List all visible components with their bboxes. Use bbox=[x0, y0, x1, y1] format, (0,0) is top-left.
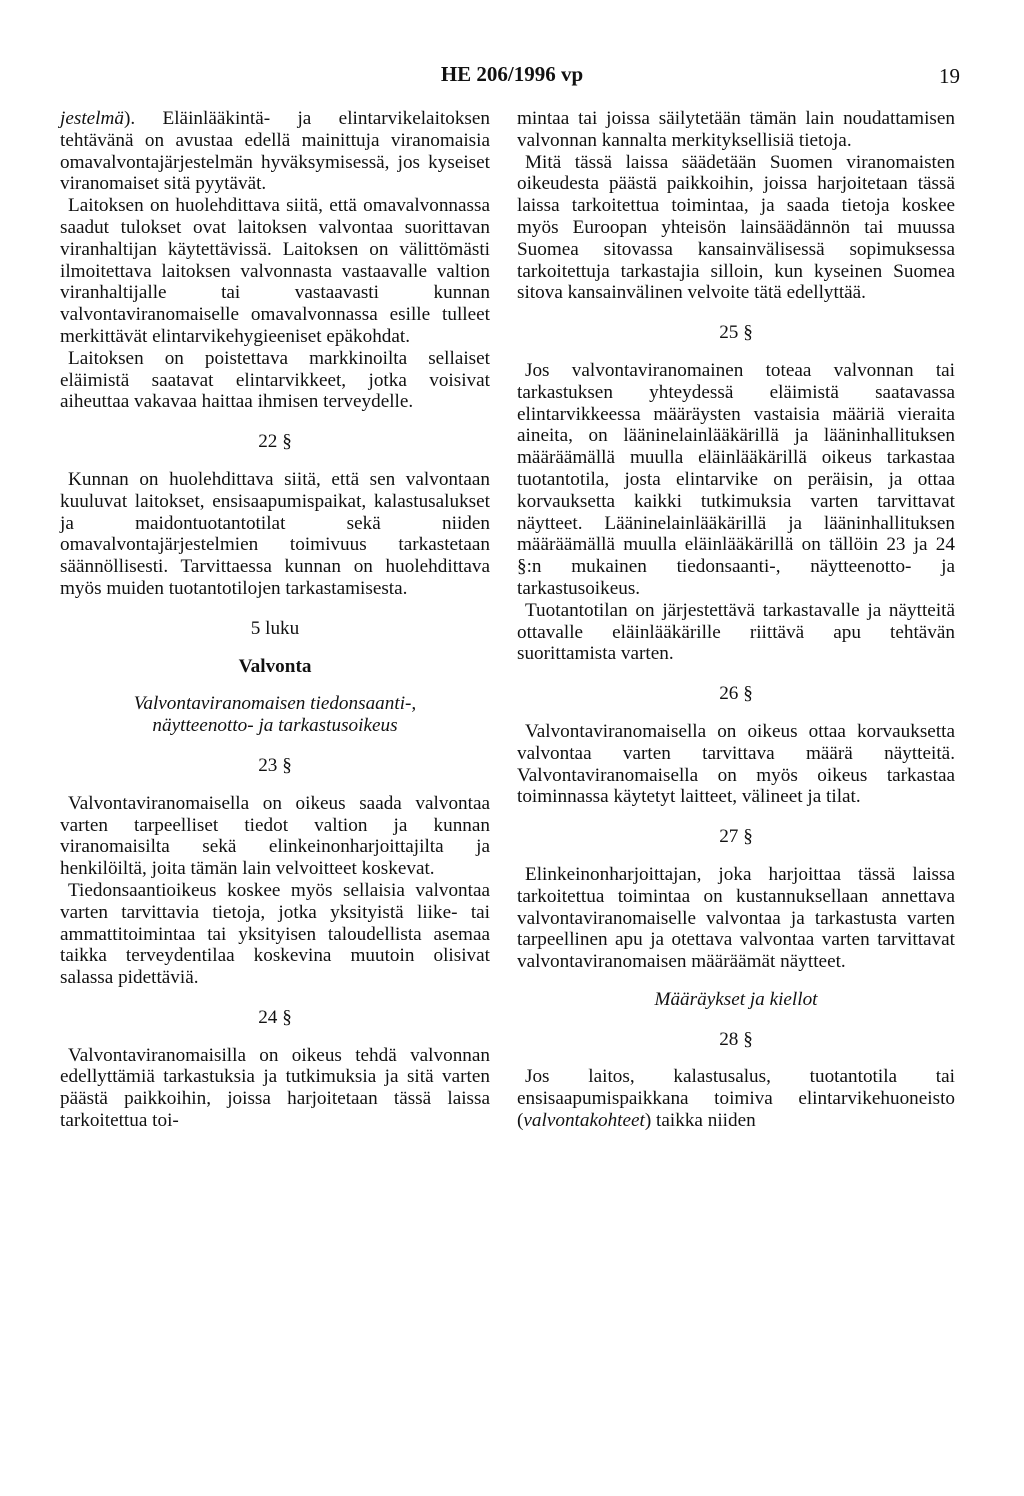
paragraph: Jos valvontaviranomainen toteaa valvonnan tai tarkastuksen yhteydessä eläimistä saatavassa elintarvikkeessa määräysten vastaisia määriä vieraita aineita, on lääninelainlääkärillä ja lääninhallituksen määräämällä muulla eläinlääkärillä oikeus tarkastaa tuotantotila, josta elintarvike on peräisin, ja ottaa korvauksetta kaikki tutkimuksia varten tarvittavat näytteet. Lääninelainlääkärillä ja lääninhallituksen määräämällä muulla eläinlääkärillä on tällöin 23 ja 24 §:n mukainen tiedonsaanti-, näytteenotto- ja tarkastusoikeus. bbox=[517, 359, 955, 599]
paragraph: mintaa tai joissa säilytetään tämän lain noudattamisen valvonnan kannalta merkityksellisiä tietoja. bbox=[517, 108, 955, 151]
paragraph: Tuotantotilan on järjestettävä tarkastavalle ja näytteitä ottavalle eläinlääkärille riittävä apu tehtävän suorittamista varten. bbox=[517, 599, 955, 665]
paragraph: Valvontaviranomaisilla on oikeus tehdä valvonnan edellyttämiä tarkastuksia ja tutkimuksia ja sitä varten päästä paikkoihin, joissa harjoitetaan tässä laissa tarkoitettua toi- bbox=[60, 1044, 490, 1132]
paragraph bbox=[517, 1066, 955, 1131]
paragraph: Valvontaviranomaisella on oikeus ottaa korvauksetta valvontaa varten tarvittava määrä näytteitä. Valvontaviranomaisella on myös oikeus tarkastaa toiminnassa käytetyt laitteet, välineet ja tilat. bbox=[517, 720, 955, 808]
section-number: 22 § bbox=[258, 431, 292, 453]
paragraph: Laitoksen on poistettava markkinoilta sellaiset eläimistä saatavat elintarvikkeet, jotka voisivat aiheuttaa vakavaa haittaa ihmisen terveydelle. bbox=[60, 347, 490, 413]
chapter-number: 5 luku bbox=[250, 617, 300, 639]
section-number: 23 § bbox=[258, 754, 292, 776]
paragraph: Kunnan on huolehdittava siitä, että sen valvontaan kuuluvat laitokset, ensisaapumispaikat, kalastusalukset ja maidontuotantotilat sekä niiden omavalvontajärjestelmien toimivuus tarkastetaan säännöllisesti. Tarvittaessa kunnan on huolehdittava myös muiden tuotantotilojen tarkastamisesta. bbox=[60, 468, 490, 599]
section-number: 27 § bbox=[719, 826, 753, 848]
section-number: 24 § bbox=[258, 1006, 292, 1028]
left-column bbox=[60, 108, 490, 1132]
italic-term: jestelmä bbox=[60, 108, 124, 129]
paragraph: Mitä tässä laissa säädetään Suomen viranomaisten oikeudesta päästä paikkoihin, joissa harjoitetaan tässä laissa tarkoitettua toimintaa, ja saada tietoja koskee myös Euroopan yhteisön lainsäädännön tai muussa Suomea sitovassa kansainvälisessä sopimuksessa tarkoitettuja tarkastajia silloin, kun kyseinen Suomea sitova kansainvälinen velvoite tätä edellyttää. bbox=[517, 151, 955, 304]
section-number: 25 § bbox=[719, 322, 753, 344]
page-header bbox=[0, 62, 1024, 92]
subheading: Määräykset ja kiellot bbox=[654, 988, 818, 1010]
italic-term: valvontakohteet bbox=[523, 1110, 645, 1132]
paragraph-text: Jos laitos, kalastusalus, tuotantotila tai ensisaapumispaikkana toimiva elintarvikehuoneisto ( bbox=[517, 1066, 955, 1132]
paragraph-text: ) taikka niiden bbox=[644, 1110, 756, 1132]
document-id: HE 206/1996 vp bbox=[440, 62, 584, 86]
paragraph: Elinkeinonharjoittajan, joka harjoittaa tässä laissa tarkoitettua toimintaa on kustannuksellaan annettava valvontaviranomaiselle valvontaa ja tarkastusta varten tarpeellinen apu ja otettava valvontaa varten tarvittavat valvontaviranomaisen määräämät näytteet. bbox=[517, 863, 955, 973]
page-number: 19 bbox=[939, 64, 960, 88]
subheading-line: Valvontaviranomaisen tiedonsaanti-, bbox=[133, 693, 417, 715]
section-number: 26 § bbox=[719, 683, 753, 705]
paragraph bbox=[60, 108, 490, 195]
paragraph-text: ). Eläinlääkintä- ja elintarvikelaitoksen tehtävänä on avustaa edellä mainittuja viranomaisia omavalvontajärjestelmän hyväksymisessä, jos kyseiset viranomaiset sitä pyytävät. bbox=[60, 108, 490, 195]
chapter-title: Valvonta bbox=[238, 655, 312, 677]
paragraph: Valvontaviranomaisella on oikeus saada valvontaa varten tarpeelliset tiedot valtion ja kunnan viranomaisilta sekä elinkeinonharjoittajilta ja henkilöiltä, joita tämän lain velvoitteet koskevat. bbox=[60, 792, 490, 880]
section-number: 28 § bbox=[719, 1028, 753, 1050]
paragraph: Tiedonsaantioikeus koskee myös sellaisia valvontaa varten tarvittavia tietoja, jotka yksityistä liike- tai ammattitoimintaa tai yksityisen taloudellista asemaa taikka terveydentilaa koskevina muutoin olisivat salassa pidettäviä. bbox=[60, 879, 490, 989]
subheading bbox=[60, 693, 490, 737]
subheading-line: näytteenotto- ja tarkastusoikeus bbox=[152, 715, 398, 737]
right-column bbox=[517, 108, 955, 1132]
paragraph: Laitoksen on huolehdittava siitä, että omavalvonnassa saadut tulokset ovat laitoksen valvontaa suorittavan viranhaltijan käytettävissä. Laitoksen on välittömästi ilmoitettava laitoksen valvonnasta vastaavalle valtion viranhaltijalle tai vastaavasti kunnan valvontaviranomaiselle omavalvonnassa esille tulleet merkittävät elintarvikehygieeniset epäkohdat. bbox=[60, 195, 490, 347]
